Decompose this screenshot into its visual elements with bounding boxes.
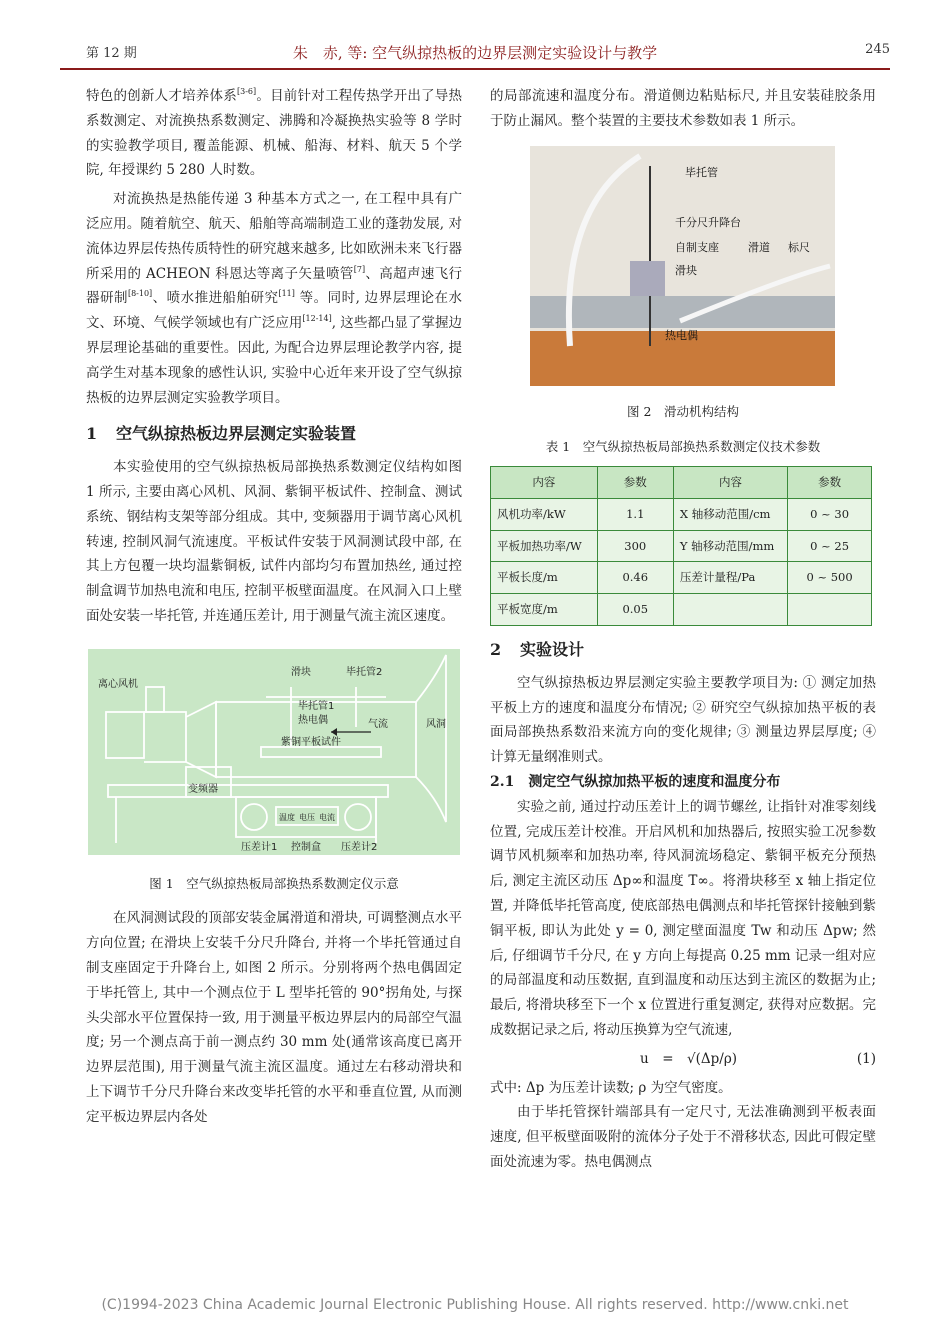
- citation: [7]: [353, 264, 366, 274]
- table-cell: 平板长度/m: [491, 562, 598, 594]
- header-cell: 内容: [491, 466, 598, 498]
- right-column: [490, 84, 876, 1175]
- table-cell: 0 ~ 500: [788, 562, 872, 594]
- section-number: 1: [86, 424, 98, 444]
- label-flow: 气流: [368, 718, 388, 730]
- apparatus-diagram: [86, 647, 462, 857]
- section-number: 2: [490, 639, 502, 659]
- header-cell: 参数: [597, 466, 673, 498]
- slide-mechanism-photo: [530, 146, 835, 386]
- paragraph: 本实验使用的空气纵掠热板局部换热系数测定仪结构如图 1 所示, 主要由离心风机、风洞、紫铜平板试件、控制盒、测试系统、钢结构支架等部分组成。其中, 变频器用于调节离心风机转速, 控制风洞气流速度。平板试件安装于风洞测试段中部, 在其上方包覆一块均温紫铜板, 试件内部均匀布置加热丝, 通过控制盒调节加热电流和电压, 控制平板壁面温度。在风洞入口上壁面处安装一毕托管, 并连通压差计, 用于测量气流主流区速度。: [86, 459, 462, 624]
- table-cell: Y 轴移动范围/mm: [673, 530, 787, 562]
- equation-number: (1): [856, 1050, 876, 1067]
- page-header: [60, 30, 890, 68]
- label-temp: 温度: [279, 812, 295, 822]
- table-row: [491, 498, 872, 530]
- figure-1: [86, 647, 462, 897]
- label-tunnel: 风洞: [426, 718, 446, 730]
- table-cell: 0.05: [597, 594, 673, 626]
- paragraph: [86, 187, 462, 410]
- header-rule: [60, 68, 890, 70]
- header-cell: 参数: [788, 466, 872, 498]
- table-cell: 300: [597, 530, 673, 562]
- table-cell: 0 ~ 30: [788, 498, 872, 530]
- table-row: [491, 562, 872, 594]
- label-thermo: 热电偶: [665, 328, 698, 342]
- label-voltage: 电压: [299, 812, 315, 822]
- table-cell: 压差计量程/Pa: [673, 562, 787, 594]
- section-title: 空气纵掠热板边界层测定实验装置: [116, 424, 357, 444]
- label-gauge2: 压差计2: [341, 841, 378, 853]
- table-cell: [673, 594, 787, 626]
- text: , 这些都凸显了掌握边界层理论基础的重要性。因此, 为配合边界层理论教学内容, 提高学生对基本现象的感性认识, 实验中心近年来开设了空气纵掠热板的边界层测定实验教学项目。: [86, 315, 462, 406]
- rail-region: [530, 296, 835, 328]
- figure-2: [490, 146, 876, 426]
- label-plate: 紫铜平板试件: [281, 736, 341, 748]
- text: 等。同时, 边界层理论在水文、环境、气候学领域也有广泛应用: [86, 290, 463, 332]
- label-slider: 滑块: [675, 263, 697, 277]
- equation-1: [490, 1047, 876, 1072]
- paragraph: 在风洞测试段的顶部安装金属滑道和滑块, 可调整测点水平方向位置; 在滑块上安装千分尺升降台, 并将一个毕托管通过自制支座固定于升降台上, 如图 2 所示。分别将两个热电偶固定于毕托管上, 其中一个测点位于 L 型毕托管的 90°拐角处, 与探头尖部水平位置保持一致, 用于测量平板边界层内的局部空气温度; 另一个测点高于前一测点约 30 mm 处(通常该高度已离开边界层范围), 用于测量气流主流区温度。通过左右移动滑块和上下调节千分尺升降台来改变毕托管的水平和垂直位置, 从而测定平板边界层内各处: [86, 910, 462, 1125]
- label-pitot: 毕托管: [685, 165, 718, 179]
- running-title: 朱 赤, 等: 空气纵掠热板的边界层测定实验设计与教学: [292, 44, 658, 62]
- section-title: 实验设计: [520, 639, 585, 659]
- paragraph: 式中: Δp 为压差计读数; ρ 为空气密度。: [490, 1079, 732, 1096]
- label-current: 电流: [319, 812, 335, 822]
- paragraph: [86, 84, 462, 183]
- text: 、高超声速飞行器研制: [86, 265, 463, 307]
- label-thermo: 热电偶: [298, 714, 328, 726]
- label-mount: 自制支座: [675, 240, 719, 254]
- left-column: [86, 84, 462, 1130]
- table-cell: [788, 594, 872, 626]
- paragraph: 的局部流速和温度分布。滑道侧边粘贴标尺, 并且安装硅胶条用于防止漏风。整个装置的主要技术参数如表 1 所示。: [490, 88, 876, 129]
- label-ruler: 标尺: [788, 240, 810, 254]
- issue-number: 第 12 期: [86, 46, 137, 61]
- figure-1-caption: 图 1 空气纵掠热板局部换热系数测定仪示意: [149, 875, 399, 891]
- label-vfd: 变频器: [188, 783, 218, 795]
- table-cell: 1.1: [597, 498, 673, 530]
- label-rail: 滑道: [748, 240, 770, 254]
- stage-block: [630, 261, 665, 296]
- table-cell: 0.46: [597, 562, 673, 594]
- table-header-row: [491, 466, 872, 498]
- label-stage: 千分尺升降台: [675, 215, 741, 229]
- table-row: [491, 594, 872, 626]
- table-cell: 风机功率/kW: [491, 498, 598, 530]
- citation: [12-14]: [302, 314, 332, 324]
- subsection-heading: 2.1 测定空气纵掠加热平板的速度和温度分布: [490, 773, 781, 790]
- text: 、喷水推进船舶研究: [152, 290, 279, 307]
- label-slider: 滑块: [291, 666, 311, 678]
- label-gauge1: 压差计1: [241, 841, 278, 853]
- section-heading: [86, 422, 462, 447]
- text: 。目前针对工程传热学开出了导热系数测定、对流换热系数测定、沸腾和冷凝换热实验等 8 学时的实验教学项目, 覆盖能源、机械、船海、材料、航天 5 个学院, 年授课约 5 280 人时数。: [86, 88, 463, 179]
- table-row: [491, 530, 872, 562]
- label-pitot2: 毕托管2: [346, 666, 383, 678]
- figure-2-caption: 图 2 滑动机构结构: [627, 404, 739, 420]
- citation: [3-6]: [237, 87, 257, 96]
- table-cell: X 轴移动范围/cm: [673, 498, 787, 530]
- paragraph: 实验之前, 通过拧动压差计上的调节螺丝, 让指针对准零刻线位置, 完成压差计校准。开启风机和加热器后, 按照实验工况参数调节风机频率和加热功率, 待风洞流场稳定、紫铜平板充分预热后, 测定主流区动压 Δp∞和温度 T∞。将滑块移至 x 轴上指定位置, 并降低毕托管高度, 使底部热电偶测点和毕托管探针接触到紫铜平板, 即认为此处 y = 0, 测定壁面温度 Tw 和动压 Δpw; 然后, 仔细调节千分尺, 在 y 方向上每提高 0.25 mm 记录一组对应的局部温度和动压数据, 直到温度和动压达到主流区的数据为止; 最后, 将滑块移至下一个 x 位置进行重复测定, 获得对应数据。完成数据记录之后, 将动压换算为空气流速,: [490, 798, 876, 1038]
- text: 特色的创新人才培养体系: [86, 88, 237, 104]
- table-cell: 平板宽度/m: [491, 594, 598, 626]
- header-cell: 内容: [673, 466, 787, 498]
- page-number: 245: [865, 42, 890, 57]
- table-1-caption: 表 1 空气纵掠热板局部换热系数测定仪技术参数: [545, 439, 821, 455]
- table-cell: 平板加热功率/W: [491, 530, 598, 562]
- text: 对流换热是热能传递 3 种基本方式之一, 在工程中具有广泛应用。随着航空、航天、船舶等高端制造工业的蓬勃发展, 对流体边界层传热传质特性的研究越来越多, 比如欧洲未来飞行器所采用的 ACHEON 科恩达等离子矢量喷管: [86, 191, 462, 282]
- equation-body: u = √(Δp/ρ): [640, 1050, 738, 1067]
- citation: [8-10]: [127, 289, 153, 299]
- label-pitot1: 毕托管1: [298, 700, 335, 712]
- label-fan: 离心风机: [98, 678, 138, 690]
- section-heading: [490, 638, 876, 663]
- paragraph: 由于毕托管探针端部具有一定尺寸, 无法准确测到平板表面速度, 但平板壁面吸附的流体分子处于不滑移状态, 因此可假定壁面处流速为零。热电偶测点: [490, 1104, 876, 1170]
- table-cell: 0 ~ 25: [788, 530, 872, 562]
- paragraph: 空气纵掠热板边界层测定实验主要教学项目为: ① 测定加热平板上方的速度和温度分布情况; ② 研究空气纵掠加热平板的表面局部换热系数沿来流方向的变化规律; ③ 测量边界层厚度; ④ 计算无量纲准则式。: [490, 674, 876, 766]
- table-1: [490, 466, 872, 626]
- citation: [11]: [278, 289, 295, 299]
- copyright-footer: (C)1994-2023 China Academic Journal Electronic Publishing House. All rights reserved. http://www.cnki.net: [101, 1297, 849, 1313]
- label-ctrl: 控制盒: [291, 841, 321, 853]
